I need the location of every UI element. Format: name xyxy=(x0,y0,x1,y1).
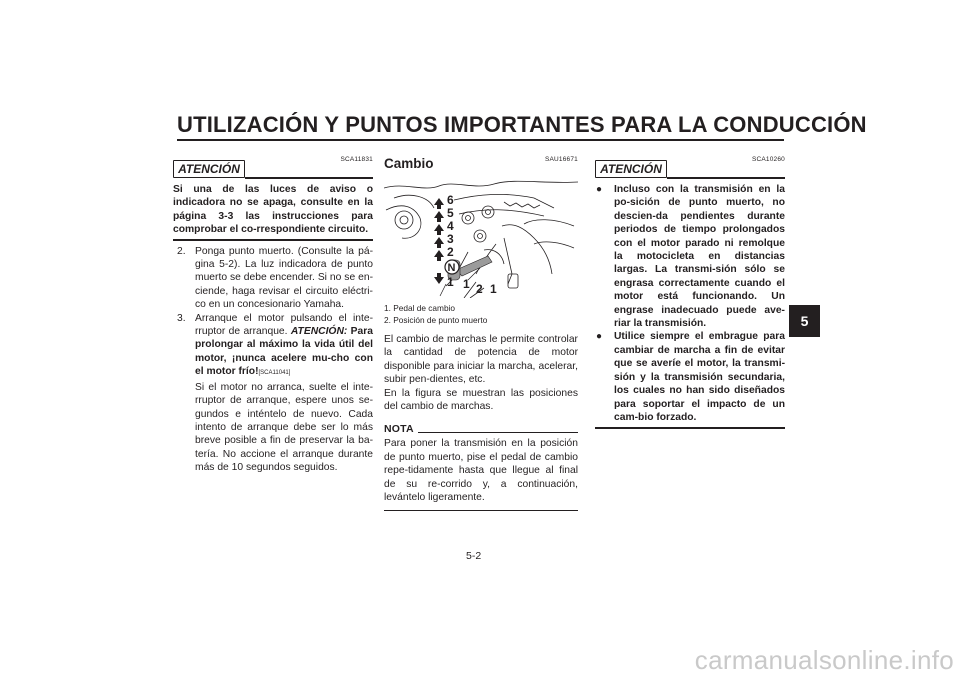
callout-neutral-position: 2 xyxy=(476,282,483,296)
gear-label-1: 1 xyxy=(447,275,454,289)
paragraph-figure: En la figura se muestran las posiciones del cambio de marchas. xyxy=(384,387,578,413)
attention-end-rule xyxy=(595,427,785,429)
attention-bullet xyxy=(595,183,785,330)
attention-header xyxy=(595,160,785,178)
step-text: Ponga punto muerto. (Consulte la pá-gina 5-2). La luz indicadora de punto muerto se debe encender. Si no se en-ciende, haga revisar el circuito eléctri-co en un concesionario Yamaha. xyxy=(195,245,373,311)
callout-pedal: 1 xyxy=(463,277,470,291)
reference-code: SCA11831 xyxy=(340,156,373,163)
reference-code: SCA10260 xyxy=(751,156,785,163)
bullet-icon: ● xyxy=(596,184,603,195)
inline-attention-label: ATENCIÓN: xyxy=(290,326,348,338)
attention-header xyxy=(173,160,373,178)
step-number: 3. xyxy=(177,312,186,324)
note-label: NOTA xyxy=(384,423,414,436)
reference-code: [SCA11041] xyxy=(258,370,291,377)
gear-label-5: 5 xyxy=(447,206,454,220)
reference-code: SAU16671 xyxy=(544,156,578,163)
attention-badge: ATENCIÓN xyxy=(595,160,667,178)
step-number: 2. xyxy=(177,245,186,257)
bullet-icon: ● xyxy=(596,331,603,343)
attention-bullet xyxy=(595,330,785,424)
paragraph-intro: El cambio de marchas le permite controlar la cantidad de potencia de motor disponible para iniciar la marcha, acelerar, subir pen-dientes, etc. xyxy=(384,334,578,386)
chapter-tab[interactable]: 5 xyxy=(789,305,820,337)
bullet-text: Utilice siempre el embrague para cambiar de marcha a fin de evitar que se averíe el motor, la transmi-sión y la transmisión secundaria, los cuales no han sido diseñados para soportar el impacto de un cam-bio forzado. xyxy=(614,331,785,423)
note-end-rule xyxy=(384,510,578,511)
attention-badge: ATENCIÓN xyxy=(173,160,245,178)
step-3 xyxy=(173,312,373,475)
step-2 xyxy=(173,245,373,312)
note-text: Para poner la transmisión en la posición de punto muerto, pise el pedal de cambio repe-tidamente hasta que llegue al final de su re-corrido y, a continuación, levántelo ligeramente. xyxy=(384,438,578,504)
step-text: Arranque el motor pulsando el inte-rruptor de arranque. xyxy=(195,312,373,338)
gear-label-2: 2 xyxy=(447,245,454,259)
note-header xyxy=(384,421,578,435)
step-continuation: Si el motor no arranca, suelte el inte-rruptor de arranque, espere unos se-gundos e inténtelo de nuevo. Cada intento de arranque debe ser lo más breve posible a fin de preservar la ba-tería. No accione el arranque durante más de 10 segundos seguidos. xyxy=(195,381,373,474)
section-title: Cambio xyxy=(384,156,434,171)
attention-text: Si una de las luces de aviso o indicadora no se apaga, consulte en la página 3-3 las instrucciones para comprobar el co-rrespondiente circuito. xyxy=(173,184,373,236)
step-content xyxy=(195,312,373,475)
shift-pedal-illustration xyxy=(384,178,578,298)
page-number: 5-2 xyxy=(466,550,482,562)
title-rule xyxy=(177,139,784,141)
note-rule xyxy=(418,432,578,433)
bullet-text: Incluso con la transmisión en la po-sición de punto muerto, no descien-da pendientes durante periodos de tiempo prolongados con el motor parado ni remolque la motocicleta en distancias largas. La transmi-sión sólo se engrasa correctamente cuando el motor está funcionando. Un engrase inadecuado puede ave-riar la transmisión. xyxy=(614,184,785,330)
attention-rule xyxy=(245,177,373,179)
inline-attention-text: Para prolongar al máximo la vida útil del motor, ¡nunca acelere mu-cho con el motor frío! xyxy=(195,326,373,378)
callout-pedal-b: 1 xyxy=(490,282,497,296)
gear-label-6: 6 xyxy=(447,193,454,207)
gear-label-4: 4 xyxy=(447,219,454,233)
watermark: carmanualsonline.info xyxy=(694,645,954,675)
attention-end-rule xyxy=(173,239,373,241)
page-title: UTILIZACIÓN Y PUNTOS IMPORTANTES PARA LA CONDUCCIÓN xyxy=(177,112,867,137)
shift-pedal-figure xyxy=(384,178,578,298)
attention-rule xyxy=(667,177,785,179)
figure-caption-2: 2. Posición de punto muerto xyxy=(384,315,488,325)
gear-label-neutral: N xyxy=(447,262,456,274)
figure-caption-1: 1. Pedal de cambio xyxy=(384,303,456,313)
gear-label-3: 3 xyxy=(447,232,454,246)
